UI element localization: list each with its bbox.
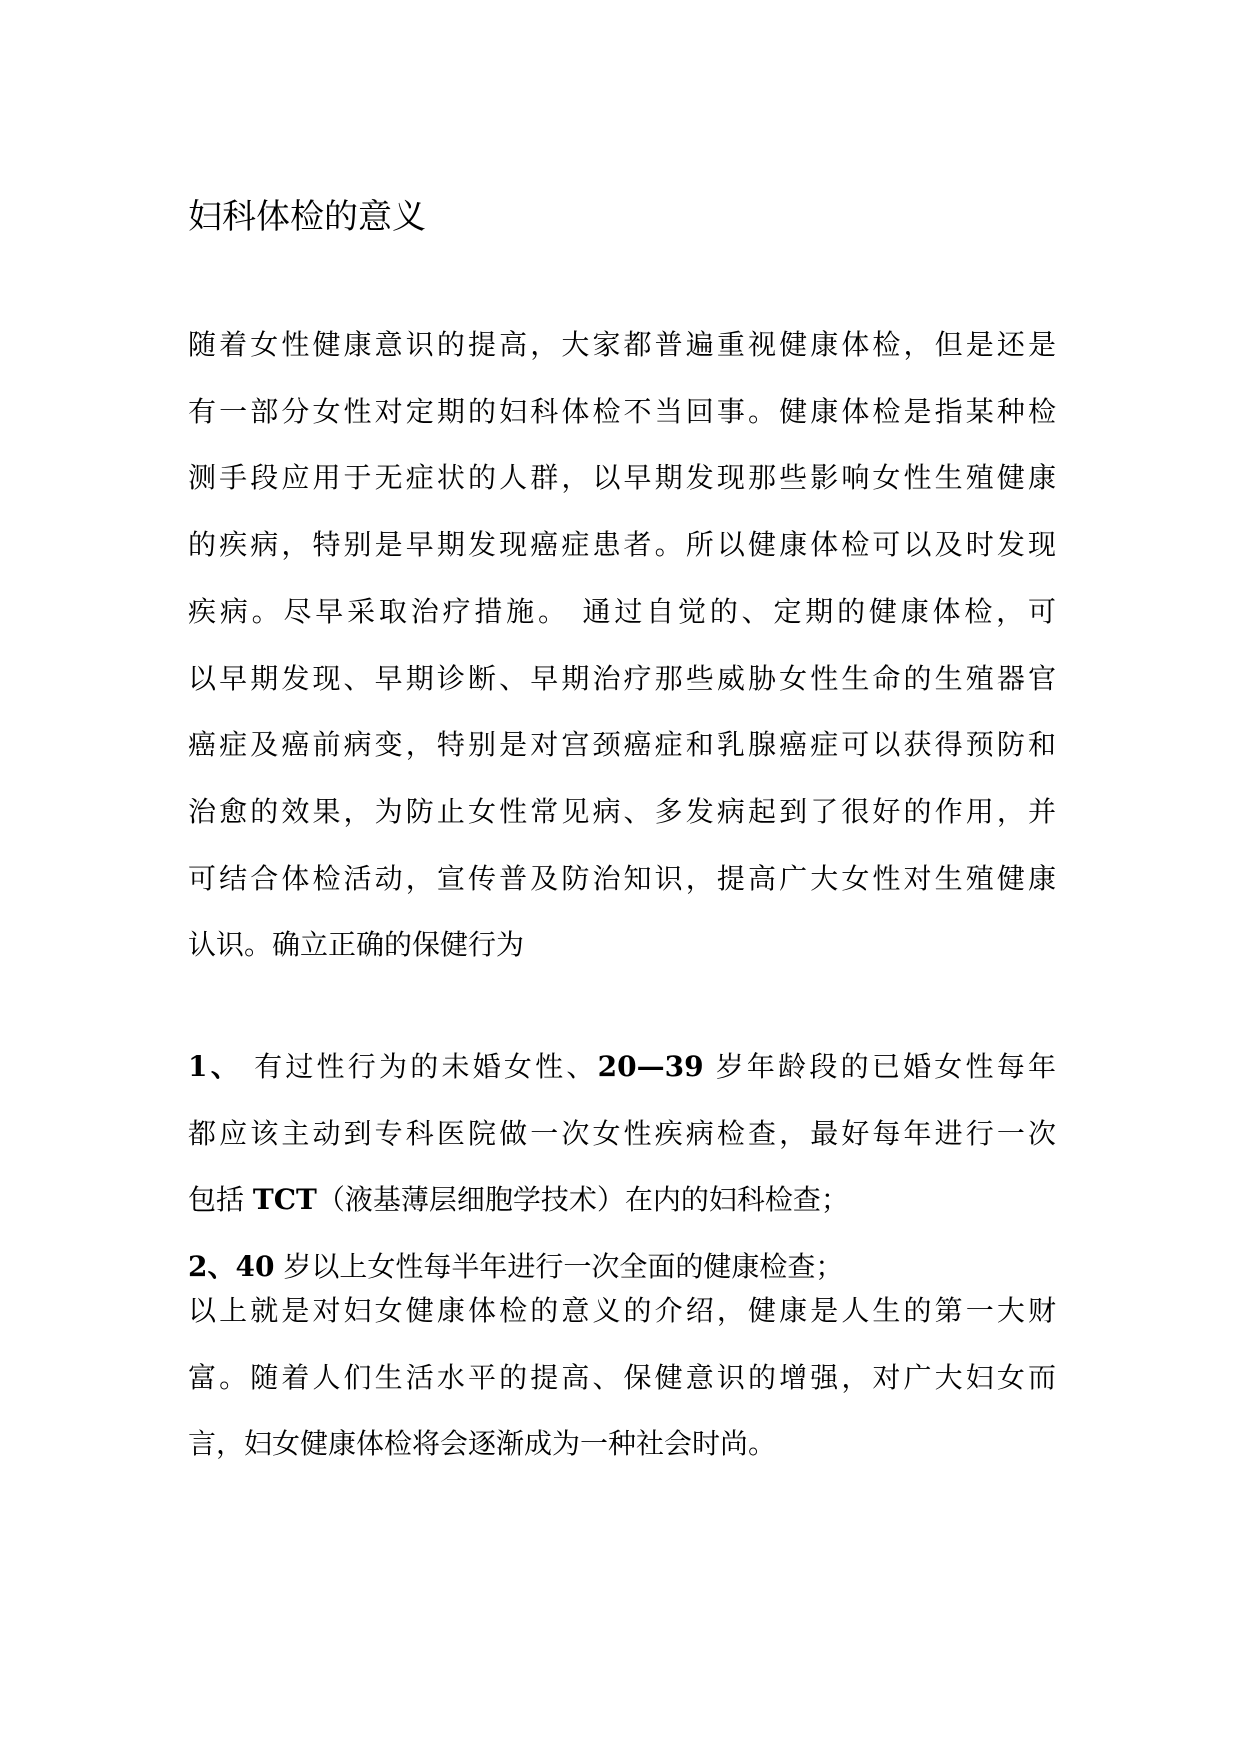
age-value: 40 bbox=[235, 1250, 275, 1284]
intro-line: 疾病。尽早采取治疗措施。 通过自觉的、定期的健康体检，可 bbox=[188, 594, 1056, 628]
intro-line: 癌症及癌前病变，特别是对宫颈癌症和乳腺癌症可以获得预防和 bbox=[188, 728, 1056, 762]
age-range: 20—39 bbox=[597, 1050, 704, 1083]
intro-line: 的疾病，特别是早期发现癌症患者。所以健康体检可以及时发现 bbox=[188, 528, 1056, 562]
tct-term: TCT bbox=[252, 1183, 317, 1217]
list-item-text: 岁年龄段的已婚女性每年 bbox=[703, 1050, 1056, 1083]
list-item-text: 岁以上女性每半年进行一次全面的健康检查； bbox=[274, 1250, 844, 1284]
list-item-text: （液基薄层细胞学技术）在内的妇科检查； bbox=[316, 1183, 849, 1217]
intro-line: 有一部分女性对定期的妇科体检不当回事。健康体检是指某种检 bbox=[188, 394, 1056, 428]
list-item-1-line-2: 都应该主动到专科医院做一次女性疾病检查，最好每年进行一次 bbox=[188, 1116, 1056, 1150]
intro-line: 测手段应用于无症状的人群，以早期发现那些影响女性生殖健康 bbox=[188, 461, 1056, 495]
document-title: 妇科体检的意义 bbox=[188, 197, 426, 237]
recommendation-list bbox=[188, 1034, 1056, 1301]
intro-line: 认识。确立正确的保健行为 bbox=[188, 928, 525, 962]
intro-paragraph bbox=[188, 312, 1056, 979]
closing-line: 富。随着人们生活水平的提高、保健意识的增强，对广大妇女而 bbox=[188, 1360, 1056, 1394]
list-item-number: 2、 bbox=[188, 1250, 236, 1284]
list-item-number: 1、 bbox=[188, 1050, 242, 1083]
list-item-text: 包括 bbox=[188, 1183, 253, 1217]
list-item-1-line-3 bbox=[188, 1167, 1056, 1234]
closing-line: 言，妇女健康体检将会逐渐成为一种社会时尚。 bbox=[188, 1427, 777, 1461]
intro-line: 治愈的效果，为防止女性常见病、多发病起到了很好的作用，并 bbox=[188, 794, 1056, 828]
intro-line: 随着女性健康意识的提高，大家都普遍重视健康体检，但是还是 bbox=[188, 328, 1056, 361]
intro-line: 以早期发现、早期诊断、早期治疗那些威胁女性生命的生殖器官 bbox=[188, 661, 1056, 695]
list-item-1-line-1 bbox=[188, 1034, 1056, 1101]
closing-paragraph bbox=[188, 1278, 1056, 1478]
intro-line: 可结合体检活动，宣传普及防治知识，提高广大女性对生殖健康 bbox=[188, 861, 1056, 895]
closing-line: 以上就是对妇女健康体检的意义的介绍，健康是人生的第一大财 bbox=[188, 1294, 1056, 1327]
list-item-text: 有过性行为的未婚女性、 bbox=[241, 1050, 598, 1083]
